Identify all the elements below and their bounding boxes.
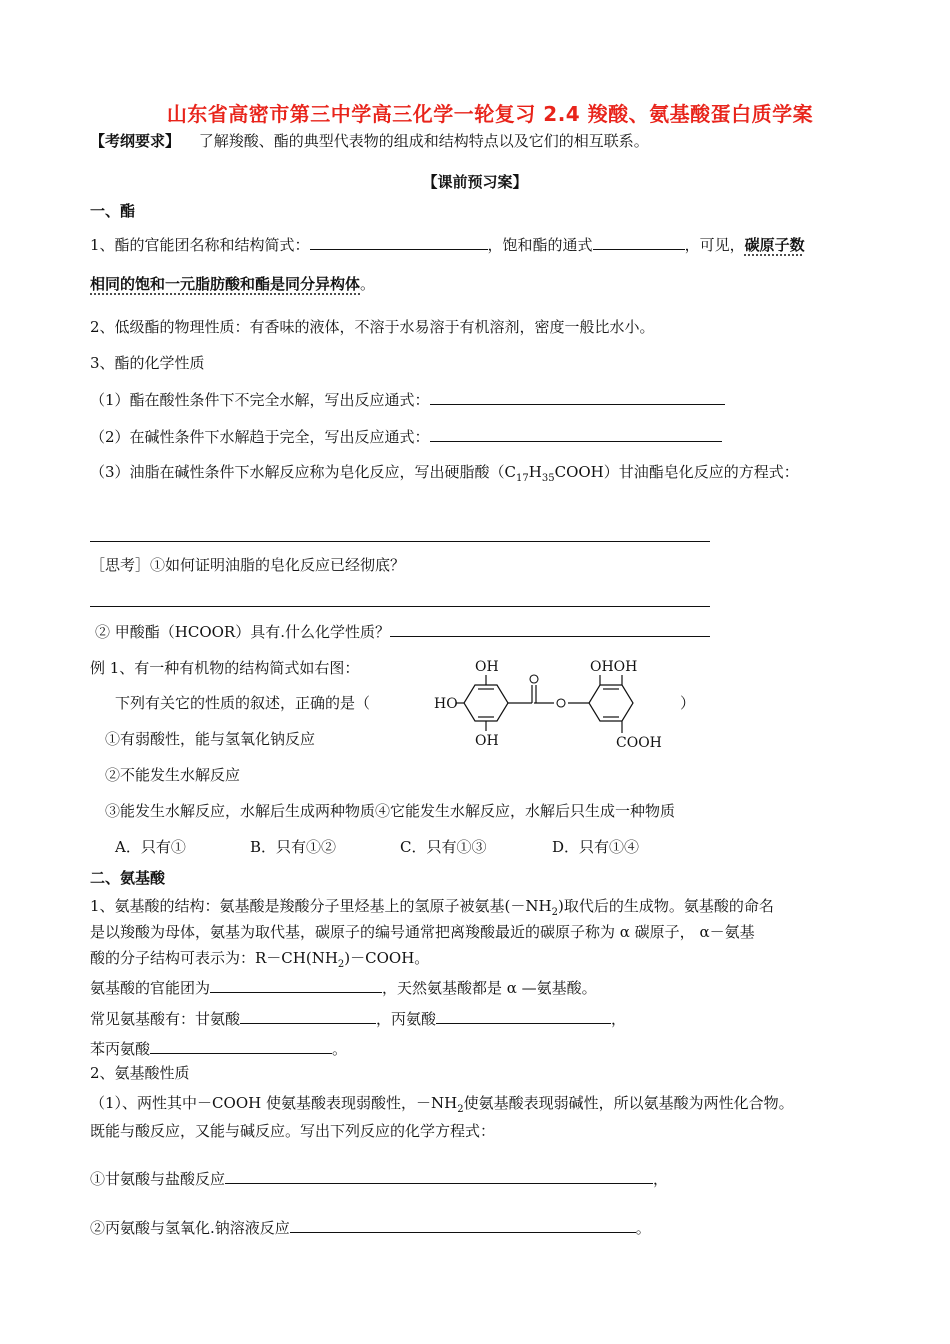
section2-heading: 二、氨基酸 (90, 869, 166, 887)
p2-1-b: 使氨基酸表现弱碱性，所以氨基酸为两性化合物。 (463, 1094, 794, 1112)
think-2-text: ② 甲酸酯（HCOOR）具有.什么化学性质？ (95, 623, 390, 641)
q3-1-blank[interactable] (430, 388, 725, 405)
carbonyl-oxygen (530, 675, 538, 683)
reaction-1 (90, 1167, 668, 1190)
common-text-a: 常见氨基酸有：甘氨酸 (90, 1010, 241, 1028)
requirement-text: 了解羧酸、酯的典型代表物的组成和结构特点以及它们的相互联系。 (198, 132, 649, 150)
ester-oxygen (557, 699, 565, 707)
question-3-1 (90, 388, 725, 411)
q3-2-blank[interactable] (430, 425, 722, 442)
example-close-paren: ） (680, 694, 696, 712)
q3-3-text-b: COOH）甘油酯皂化反应的方程式： (554, 463, 799, 481)
molecule-structure-diagram (430, 655, 690, 755)
question-3-3 (90, 461, 799, 490)
q1-blank-2[interactable] (593, 233, 685, 250)
reaction-1-end: ， (653, 1170, 669, 1188)
think-2 (95, 620, 710, 643)
p2-1-a: （1）、两性其中－COOH 使氨基酸表现弱酸性，－NH (90, 1094, 458, 1112)
functional-group-line (90, 976, 597, 999)
example-question: 下列有关它的性质的叙述，正确的是（ (115, 694, 371, 712)
common-text-b: ，丙氨酸 (376, 1010, 437, 1028)
q3-3-sub1: 17 (516, 473, 529, 484)
question-3: 3、酯的化学性质 (90, 354, 205, 372)
exam-requirement (90, 130, 649, 152)
q1-text-b: ，饱和酯的通式 (487, 236, 593, 254)
q1-text-a: 1、酯的官能团名称和结构简式： (90, 236, 310, 254)
example-option-2: ②不能发生水解反应 (105, 766, 241, 784)
label-oh-bottom: OH (475, 733, 499, 749)
q3-3-h: H (528, 463, 542, 481)
p1-l1-sub: 2 (551, 907, 558, 918)
section1-heading: 一、酯 (90, 202, 136, 220)
question-1 (90, 233, 805, 256)
q3-2-text: （2）在碱性条件下水解趋于完全，写出反应通式： (90, 428, 430, 446)
q1-text-c: ，可见， (684, 236, 745, 254)
choice-d[interactable]: D．只有①④ (552, 838, 640, 856)
common-amino-acids-line (90, 1007, 626, 1030)
fg-text-a: 氨基酸的官能团为 (90, 979, 211, 997)
reaction-1-text: ①甘氨酸与盐酸反应 (90, 1170, 226, 1188)
amino-properties-heading: 2、氨基酸性质 (90, 1064, 190, 1082)
p1-l3-sub: 2 (337, 959, 345, 970)
p1-l1-b: )取代后的生成物。氨基酸的命名 (557, 897, 774, 915)
preview-heading: 【课前预习案】 (422, 173, 528, 191)
benzene-ring-right (589, 685, 633, 721)
requirement-label: 【考纲要求】 (90, 132, 181, 150)
question-2: 2、低级酯的物理性质：有香味的液体，不溶于水易溶于有机溶剂，密度一般比水小。 (90, 318, 655, 336)
reaction-2-end: 。 (635, 1219, 651, 1237)
q1-emphasis-2: 相同的饱和一元脂肪酸和酯是同分异构体 (90, 275, 361, 293)
label-ho-left: HO (434, 696, 458, 712)
amino-structure-line-3 (90, 947, 429, 976)
q3-1-text: （1）酯在酸性条件下不完全水解，写出反应通式： (90, 391, 430, 409)
reaction-2 (90, 1216, 651, 1239)
reaction-2-text: ②丙氨酸与氢氧化.钠溶液反应 (90, 1219, 290, 1237)
answer-line-2[interactable] (90, 606, 710, 607)
phe-text-a: 苯丙氨酸 (90, 1040, 151, 1058)
p2-1-sub: 2 (457, 1104, 464, 1115)
amino-structure-line-1 (90, 895, 774, 924)
phe-text-b: 。 (332, 1040, 348, 1058)
benzene-ring-left (464, 685, 508, 721)
think-2-blank[interactable] (390, 620, 710, 637)
q1-emphasis-1: 碳原子数 (744, 236, 805, 254)
amino-structure-line-2: 是以羧酸为母体，氨基为取代基，碳原子的编号通常把离羧酸最近的碳原子称为 α 碳原子， α－氨基 (90, 923, 755, 941)
answer-line-1[interactable] (90, 541, 710, 542)
reaction-1-blank[interactable] (225, 1167, 653, 1184)
q3-3-text-a: （3）油脂在碱性条件下水解反应称为皂化反应，写出硬脂酸（C (90, 463, 517, 481)
phenylalanine-line (90, 1037, 347, 1060)
phenylalanine-blank[interactable] (150, 1037, 332, 1054)
page-title: 山东省高密市第三中学高三化学一轮复习 2.4 羧酸、氨基酸蛋白质学案 (166, 102, 814, 126)
alanine-blank[interactable] (436, 1007, 611, 1024)
label-oh-top-left: OH (475, 659, 499, 675)
q1-end: 。 (360, 275, 376, 293)
question-3-2 (90, 425, 722, 448)
common-text-c: ， (611, 1010, 627, 1028)
think-1: ［思考］①如何证明油脂的皂化反应已经彻底？ (90, 556, 406, 574)
p1-l3-b: )－COOH。 (344, 949, 430, 967)
choice-a[interactable]: A．只有① (115, 838, 186, 856)
question-1-cont (90, 273, 375, 295)
fg-blank[interactable] (210, 976, 382, 993)
amphoteric-line-1 (90, 1092, 794, 1121)
glycine-blank[interactable] (240, 1007, 376, 1024)
example-option-3: ③能发生水解反应，水解后生成两种物质④它能发生水解反应，水解后只生成一种物质 (105, 802, 676, 820)
label-cooh: COOH (616, 735, 662, 751)
p1-l1-a: 1、氨基酸的结构：氨基酸是羧酸分子里烃基上的氢原子被氨基(－NH (90, 897, 552, 915)
q1-blank-1[interactable] (310, 233, 488, 250)
amphoteric-line-2: 既能与酸反应，又能与碱反应。写出下列反应的化学方程式： (90, 1122, 496, 1140)
example-intro: 例 1、有一种有机物的结构简式如右图： (90, 659, 360, 677)
q3-3-sub2: 35 (541, 473, 555, 484)
fg-text-b: ，天然氨基酸都是 α —氨基酸。 (382, 979, 597, 997)
example-option-1: ①有弱酸性，能与氢氧化钠反应 (105, 730, 316, 748)
choice-b[interactable]: B．只有①② (250, 838, 337, 856)
p1-l3-a: 酸的分子结构可表示为：R－CH(NH (90, 949, 338, 967)
choice-c[interactable]: C．只有①③ (400, 838, 487, 856)
reaction-2-blank[interactable] (290, 1216, 636, 1233)
label-ohoh-top-right: OHOH (590, 659, 638, 675)
